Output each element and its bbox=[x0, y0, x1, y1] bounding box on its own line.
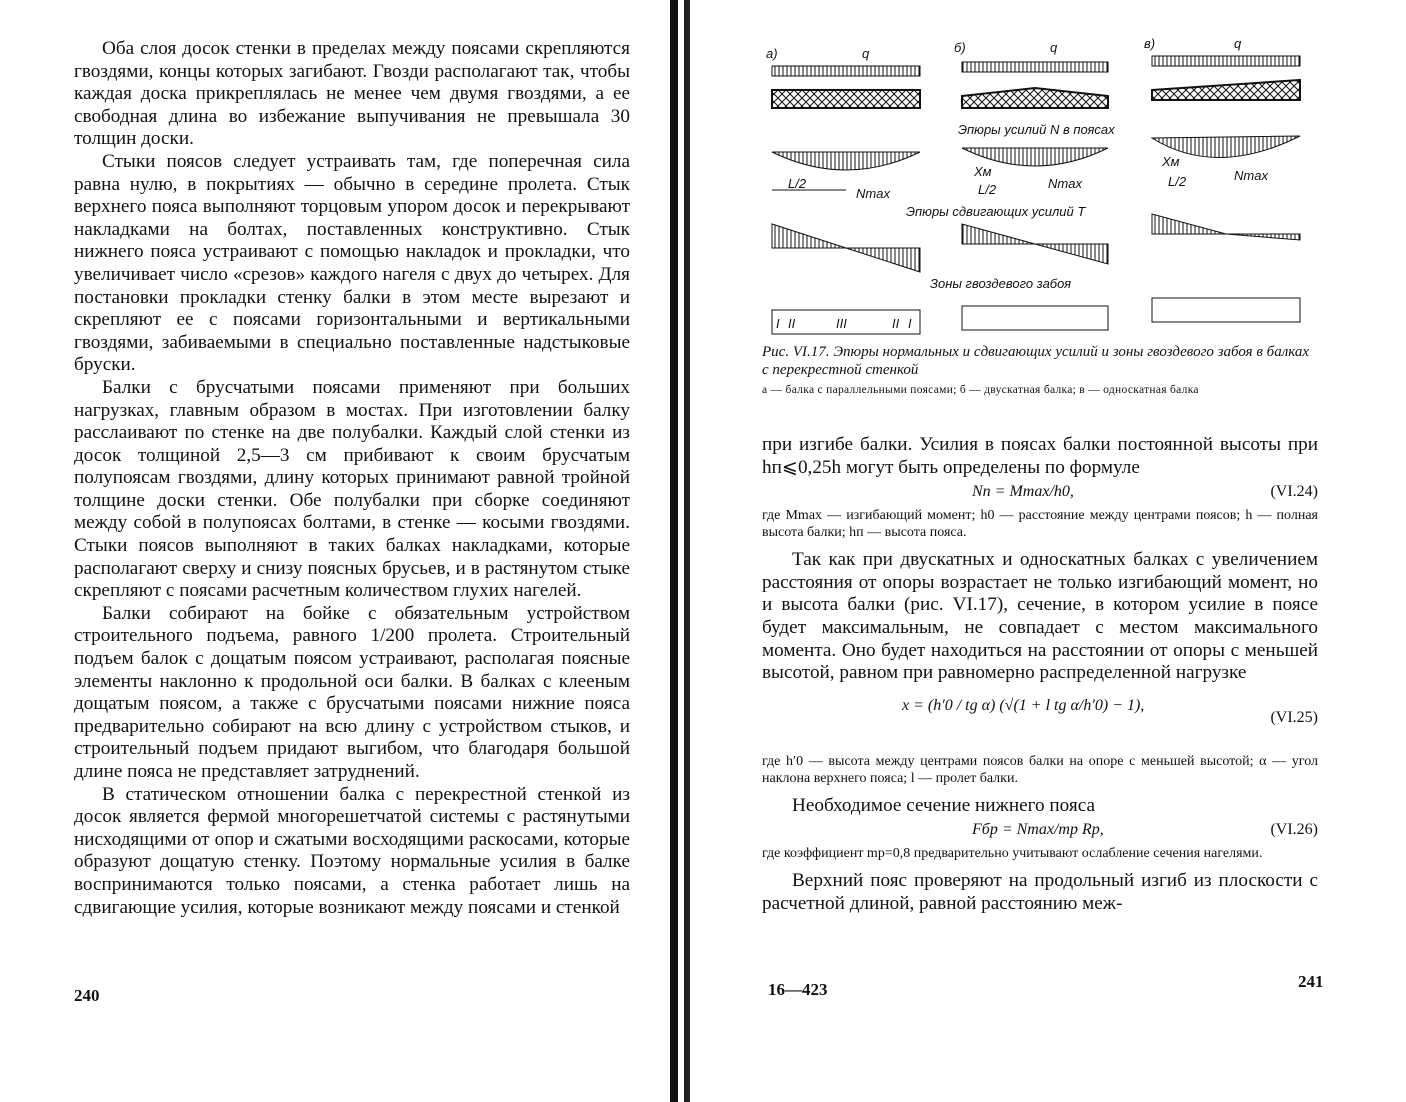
label-v: в) bbox=[1144, 38, 1156, 51]
formula-number: (VI.26) bbox=[1270, 821, 1318, 839]
xm-b: Xм bbox=[974, 164, 992, 179]
label-b: б) bbox=[954, 40, 966, 55]
right-text-column bbox=[762, 434, 1318, 916]
nmax-b: Nmax bbox=[1048, 176, 1082, 191]
figure-caption: Рис. VI.17. Эпюры нормальных и сдвигающих усилий и зоны гвоздевого забоя в балках с перекрестной стенкой bbox=[762, 344, 1310, 378]
formula-vi-26 bbox=[762, 817, 1318, 841]
where-note: где коэффициент mр=0,8 предварительно учитывают ослабление сечения нагелями. bbox=[762, 846, 1263, 862]
load-q-a: q bbox=[862, 46, 870, 61]
t-diagram-a bbox=[772, 224, 920, 272]
paragraph: Балки с брусчатыми поясами применяют при больших нагрузках, главным образом в мостах. При изготовлении балку расслаивают по стенке на две полубалки. Каждый слой стенки из досок толщиной 2,5—3 см прибивают к своим брусчатым полупоясам гвоздями, длину которых принимают равной тройной толщине доски стенки. Обе полубалки при сборке соединяют между собой в полупоясах болтами, в стенке — косыми гвоздями. Стыки поясов выполняют в таких балках накладками, которые располагают сверху и снизу поясных брусьев, и в растянутом стыке скрепляют с поясами расчетным количеством глухих нагелей. bbox=[74, 376, 630, 602]
zone-i: I bbox=[776, 316, 780, 331]
xm-v: Xм bbox=[1162, 154, 1180, 169]
t-diagram-v bbox=[1152, 214, 1300, 240]
load-a bbox=[772, 66, 920, 76]
paragraph: Стыки поясов следует устраивать там, где поперечная сила равна нулю, в покрытиях — обычно в середине пролета. Стык верхнего пояса выполняют торцовым упором досок и перекрывают накладками на болтах, поставленных конструктивно. Стык нижнего пояса устраивают с помощью накладок и прокладки, что увеличивает число «срезов» каждого нагеля с двух до четырех. Для постановки прокладки стенку балки в этом месте вырезают и скрепляют ее с поясами горизонтальными и вертикальными гвоздями, забиваемыми в специально поставленные надстыковые бруски. bbox=[74, 150, 630, 376]
figure-vi-17 bbox=[766, 38, 1312, 338]
printer-signature: 16—423 bbox=[768, 980, 828, 999]
zones-b bbox=[962, 306, 1108, 330]
n-diagram-a bbox=[772, 152, 920, 170]
nmax-a: Nmax bbox=[856, 186, 890, 201]
beam-v bbox=[1152, 80, 1300, 100]
paragraph: Необходимое сечение нижнего пояса bbox=[792, 794, 1095, 816]
where-note: где h′0 — высота между центрами поясов балки на опоре с меньшей высотой; α — угол наклона верхнего пояса; l — пролет балки. bbox=[762, 753, 1318, 786]
book-gutter bbox=[664, 0, 698, 1102]
l2-a: L/2 bbox=[788, 176, 807, 191]
where-note: где Mmax — изгибающий момент; h0 — расстояние между центрами поясов; h — полная высота балки; hп — высота пояса. bbox=[762, 508, 1318, 541]
row-title-zones: Зоны гвоздевого забоя bbox=[930, 276, 1072, 291]
load-q-b: q bbox=[1050, 40, 1058, 55]
l2-v: L/2 bbox=[1168, 174, 1187, 189]
row-title-t: Эпюры сдвигающих усилий Т bbox=[906, 204, 1086, 219]
label-a: а) bbox=[766, 46, 778, 61]
formula-text: Fбр = Nmax/mр Rр, bbox=[972, 821, 1104, 839]
left-page bbox=[0, 0, 670, 1102]
beam-a bbox=[772, 90, 920, 108]
formula-text: Nп = Mmax/h0, bbox=[972, 483, 1074, 501]
paragraph: Балки собирают на бойке с обязательным устройством строительного подъема, равного 1/200 пролета. Строительный подъем балок с дощатым поясом устраивают, располагая поясные элементы наклонно к продольной оси балки. В балках с клееным дощатым поясом, а также с брусчатыми поясами нижние пояса предварительно собирают на всю длину с устройством стыков, и строительный подъем придают выгибом, что благодаря большой длине пояса не представляет затруднений. bbox=[74, 602, 630, 782]
paragraph: Верхний пояс проверяют на продольный изгиб из плоскости с расчетной длиной, равной расстоянию меж- bbox=[762, 870, 1318, 914]
zone-ii: II bbox=[788, 316, 796, 331]
zone-i: I bbox=[908, 316, 912, 331]
formula-vi-24 bbox=[762, 479, 1318, 503]
zones-v bbox=[1152, 298, 1300, 322]
page-number-right: 241 bbox=[1298, 972, 1324, 991]
paragraph: при изгибе балки. Усилия в поясах балки постоянной высоты при hп⩽0,25h могут быть определены по формуле bbox=[762, 434, 1318, 478]
zone-iii: III bbox=[836, 316, 847, 331]
paragraph: В статическом отношении балка с перекрестной стенкой из досок является фермой многорешетчатой системы с растянутыми нисходящими от опор и сжатыми восходящими раскосами, которые образуют дощатую стенку. Поэтому нормальные усилия в балке воспринимаются только поясами, а стенка работает лишь на сдвигающие усилия, которые возникают между поясами и стенкой bbox=[74, 783, 630, 918]
formula-number: (VI.25) bbox=[1270, 708, 1318, 726]
zone-ii: II bbox=[892, 316, 900, 331]
formula-vi-25 bbox=[762, 685, 1318, 749]
paragraph: Оба слоя досок стенки в пределах между поясами скрепляются гвоздями, концы которых загибают. Гвозди располагают так, чтобы каждая доска прикреплялась не менее чем двумя гвоздями, а ее свободная длина во избежание выпучивания не превышала 30 толщин доски. bbox=[74, 38, 630, 150]
load-b bbox=[962, 62, 1108, 72]
page-number-left: 240 bbox=[74, 986, 100, 1005]
formula-number: (VI.24) bbox=[1270, 483, 1318, 501]
load-q-v: q bbox=[1234, 38, 1242, 51]
t-diagram-b bbox=[962, 224, 1108, 264]
nmax-v: Nmax bbox=[1234, 168, 1268, 183]
load-v bbox=[1152, 56, 1300, 66]
formula-text: x = (h′0 / tg α) (√(1 + l tg α/h′0) − 1), bbox=[902, 696, 1145, 714]
beam-b bbox=[962, 88, 1108, 108]
l2-b: L/2 bbox=[978, 182, 997, 197]
left-text-column bbox=[74, 38, 630, 919]
figure-legend: а — балка с параллельными поясами; б — двускатная балка; в — односкатная балка bbox=[762, 384, 1199, 396]
beam-diagrams bbox=[766, 38, 1312, 338]
paragraph: Так как при двускатных и односкатных балках с увеличением расстояния от опоры возрастает не только изгибающий момент, но и высота балки (рис. VI.17), сечение, в котором усилие в поясе будет максимальным, не совпадает с местом максимального момента. Оно будет находиться на расстоянии от опоры с меньшей высотой, равном при равномерно распределенной нагрузке bbox=[762, 549, 1318, 684]
row-title-n: Эпюры усилий N в поясах bbox=[958, 122, 1115, 137]
